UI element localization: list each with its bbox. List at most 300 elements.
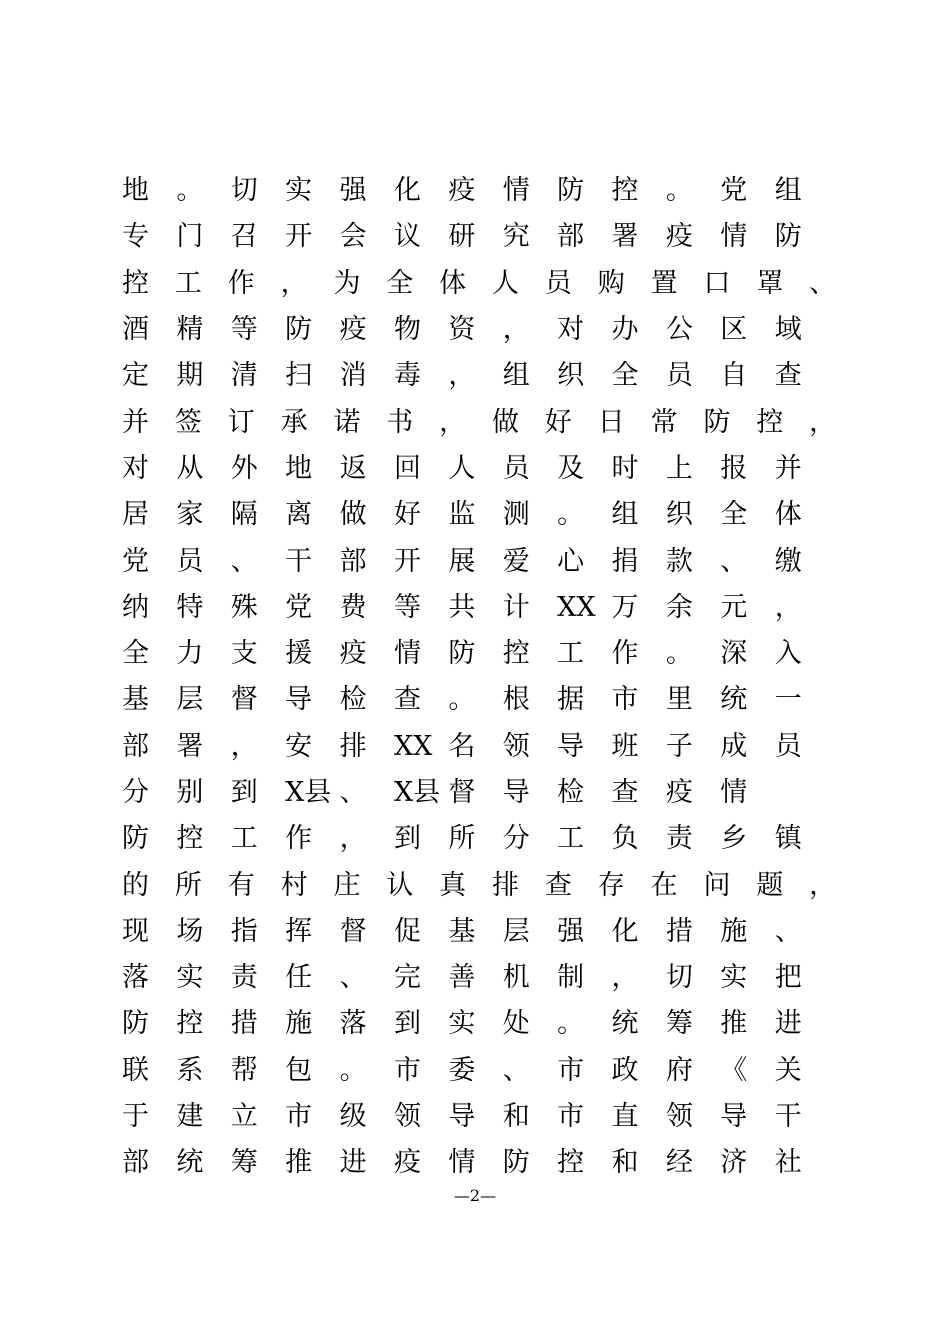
text-char: ， — [809, 869, 837, 901]
text-char: 购 — [597, 267, 625, 299]
text-char: 任 — [285, 962, 313, 994]
text-char: 善 — [448, 962, 476, 994]
text-char: 责 — [230, 962, 258, 994]
text-char: 深 — [720, 638, 748, 670]
text-char: 情 — [502, 175, 530, 207]
text-char: 援 — [285, 638, 313, 670]
text-char: 推 — [285, 1147, 313, 1179]
text-char: 层 — [176, 684, 204, 716]
text-char: 推 — [720, 1008, 748, 1040]
text-line — [122, 538, 862, 584]
text-line — [122, 770, 862, 816]
text-char: 市 — [611, 684, 639, 716]
text-char: 上 — [665, 452, 693, 484]
text-char: 人 — [448, 452, 476, 484]
text-char: 市 — [557, 1054, 585, 1086]
text-char: 日 — [597, 406, 625, 438]
text-char: 情 — [720, 777, 748, 808]
text-char: 控 — [756, 406, 784, 438]
text-char: 做 — [492, 406, 520, 438]
text-char: 并 — [122, 406, 149, 438]
text-char: 疫 — [393, 1147, 421, 1179]
text-char: 部 — [122, 1147, 149, 1179]
text-line — [122, 909, 862, 955]
text-char: 有 — [227, 869, 255, 901]
text-char: 防 — [285, 314, 313, 346]
text-char: 疫 — [339, 314, 367, 346]
text-char: 防 — [774, 221, 802, 253]
text-char: 殊 — [230, 591, 258, 623]
text-char: 情 — [448, 1147, 476, 1179]
text-char: 作 — [227, 267, 255, 299]
text-line — [122, 1140, 862, 1186]
text-char: 工 — [557, 638, 585, 670]
text-char: 置 — [650, 267, 678, 299]
text-char: 到 — [230, 777, 258, 808]
text-char: 好 — [393, 499, 421, 531]
text-char: 公 — [665, 314, 693, 346]
text-char: 作 — [611, 638, 639, 670]
text-char: 款 — [665, 545, 693, 577]
text-char: 乡 — [720, 823, 748, 855]
text-char: 返 — [339, 452, 367, 484]
text-char: 体 — [774, 499, 802, 531]
text-char: 自 — [720, 360, 748, 392]
text-char: 议 — [393, 221, 421, 253]
text-char: 化 — [393, 175, 421, 207]
text-char: ， — [230, 730, 258, 762]
text-char: 回 — [393, 452, 421, 484]
text-line — [122, 816, 862, 862]
text-char: 和 — [502, 1101, 530, 1133]
text-char: 费 — [339, 591, 367, 623]
text-char: 级 — [339, 1101, 367, 1133]
text-line — [122, 862, 862, 908]
text-char: 实 — [448, 1008, 476, 1040]
text-char: 支 — [230, 638, 258, 670]
text-char: 纳 — [122, 591, 149, 623]
text-char: 员 — [502, 452, 530, 484]
text-char: 工 — [230, 823, 258, 855]
text-char: 安 — [285, 730, 313, 762]
text-char: 强 — [557, 915, 585, 947]
text-char: 监 — [448, 499, 476, 531]
text-char: 经 — [665, 1147, 693, 1179]
text-char: 防 — [122, 823, 149, 855]
text-char: 把 — [774, 962, 802, 994]
text-char: 余 — [665, 591, 693, 623]
text-char: 及 — [557, 452, 585, 484]
text-char: 、 — [809, 267, 837, 299]
text-char: 署 — [176, 730, 204, 762]
text-char: 织 — [557, 360, 585, 392]
text-char: 。 — [665, 638, 693, 670]
text-char: 口 — [703, 267, 731, 299]
text-char: 干 — [285, 545, 313, 577]
text-char: 济 — [720, 1147, 748, 1179]
text-char: 督 — [339, 915, 367, 947]
text-char: 员 — [544, 267, 572, 299]
text-char: 为 — [333, 267, 361, 299]
text-char: 统 — [176, 1147, 204, 1179]
text-char: 捐 — [611, 545, 639, 577]
text-char: 毒 — [393, 360, 421, 392]
text-char: 入 — [774, 638, 802, 670]
text-char: 书 — [386, 406, 414, 438]
text-char: 施 — [285, 1008, 313, 1040]
text-char: 领 — [665, 1101, 693, 1133]
text-char: 党 — [122, 545, 149, 577]
text-char: 、 — [720, 545, 748, 577]
text-char: 物 — [393, 314, 421, 346]
text-char: 清 — [230, 360, 258, 392]
text-char: 完 — [393, 962, 421, 994]
text-char: 导 — [557, 730, 585, 762]
text-char: 。 — [665, 175, 693, 207]
text-line — [122, 399, 862, 445]
text-char: XX — [393, 730, 433, 762]
text-char: 防 — [557, 175, 585, 207]
text-char: 措 — [230, 1008, 258, 1040]
text-char: 员 — [774, 730, 802, 762]
text-char: 签 — [174, 406, 202, 438]
text-char: 作 — [285, 823, 313, 855]
text-char: 分 — [122, 777, 149, 808]
text-char: 召 — [230, 221, 258, 253]
text-char: 机 — [502, 962, 530, 994]
text-char: 办 — [611, 314, 639, 346]
text-char: 基 — [448, 915, 476, 947]
text-line — [122, 492, 862, 538]
text-char: 全 — [122, 638, 149, 670]
text-char: 领 — [393, 1101, 421, 1133]
text-char: 党 — [285, 591, 313, 623]
text-char: 隔 — [230, 499, 258, 531]
text-char: 力 — [176, 638, 204, 670]
text-char: 建 — [176, 1101, 204, 1133]
text-char: 研 — [448, 221, 476, 253]
text-char: 名 — [448, 730, 476, 762]
text-char: 立 — [230, 1101, 258, 1133]
text-char: 外 — [230, 452, 258, 484]
text-line — [122, 1001, 862, 1047]
text-char: 常 — [650, 406, 678, 438]
text-char: 并 — [774, 452, 802, 484]
text-char: 资 — [448, 314, 476, 346]
text-char: 责 — [665, 823, 693, 855]
text-char: 认 — [386, 869, 414, 901]
text-char: 排 — [492, 869, 520, 901]
text-char: 、 — [339, 962, 367, 994]
text-char: 元 — [720, 591, 748, 623]
text-char: 到 — [393, 823, 421, 855]
text-char: 市 — [557, 1101, 585, 1133]
text-char: 到 — [393, 1008, 421, 1040]
text-char: 实 — [720, 962, 748, 994]
text-char: 组 — [611, 499, 639, 531]
text-char: 促 — [393, 915, 421, 947]
text-char: 离 — [285, 499, 313, 531]
text-char: 署 — [611, 221, 639, 253]
text-char: 检 — [557, 777, 585, 808]
text-char: ， — [280, 267, 308, 299]
text-char: 查 — [393, 684, 421, 716]
text-char: 共 — [448, 591, 476, 623]
text-char: 地 — [122, 175, 149, 207]
text-char: 承 — [280, 406, 308, 438]
text-line — [122, 677, 862, 723]
text-line — [122, 168, 862, 214]
text-char: 缴 — [774, 545, 802, 577]
text-char: 里 — [665, 684, 693, 716]
text-char: 导 — [285, 684, 313, 716]
text-char: 真 — [439, 869, 467, 901]
text-char: 督 — [448, 777, 476, 808]
text-char: 领 — [502, 730, 530, 762]
text-char: 防 — [122, 1008, 149, 1040]
text-char: 酒 — [122, 314, 149, 346]
text-char: ， — [439, 406, 467, 438]
text-char: 进 — [339, 1147, 367, 1179]
text-char: 人 — [492, 267, 520, 299]
text-char: 筹 — [665, 1008, 693, 1040]
text-char: 查 — [544, 869, 572, 901]
text-char: 区 — [720, 314, 748, 346]
text-char: 包 — [285, 1054, 313, 1086]
text-char: 工 — [557, 823, 585, 855]
text-char: 精 — [176, 314, 204, 346]
text-char: 党 — [720, 175, 748, 207]
text-char: 导 — [502, 777, 530, 808]
text-char: 所 — [448, 823, 476, 855]
text-char: 订 — [227, 406, 255, 438]
text-char: 专 — [122, 221, 149, 253]
text-char: 组 — [502, 360, 530, 392]
text-char: 和 — [611, 1147, 639, 1179]
body-text — [122, 168, 862, 1187]
text-char: 部 — [339, 545, 367, 577]
text-char: 心 — [557, 545, 585, 577]
text-char: ， — [611, 962, 639, 994]
text-char: 检 — [339, 684, 367, 716]
page-number: —2— — [453, 1186, 497, 1205]
text-char: 、 — [339, 777, 367, 808]
text-char: 指 — [230, 915, 258, 947]
text-char: 期 — [176, 360, 204, 392]
text-char: 措 — [665, 915, 693, 947]
text-char: 地 — [285, 452, 313, 484]
text-char: 市 — [393, 1054, 421, 1086]
text-char: 罩 — [756, 267, 784, 299]
text-char: 。 — [176, 175, 204, 207]
text-char: 体 — [439, 267, 467, 299]
text-char: 筹 — [230, 1147, 258, 1179]
text-char: 从 — [176, 452, 204, 484]
text-char: 定 — [122, 360, 149, 392]
text-char: 控 — [557, 1147, 585, 1179]
text-char: 部 — [557, 221, 585, 253]
text-char: 一 — [774, 684, 802, 716]
text-char: 处 — [502, 1008, 530, 1040]
text-line — [122, 955, 862, 1001]
text-char: 扫 — [285, 360, 313, 392]
text-char: 统 — [720, 684, 748, 716]
text-char: XX — [557, 591, 596, 623]
text-char: 村 — [280, 869, 308, 901]
text-char: 分 — [502, 823, 530, 855]
text-char: 工 — [174, 267, 202, 299]
text-char: 等 — [393, 591, 421, 623]
text-char: 、 — [502, 1054, 530, 1086]
text-char: 市 — [285, 1101, 313, 1133]
text-char: 统 — [611, 1008, 639, 1040]
text-char: 镇 — [774, 823, 802, 855]
text-char: 诺 — [333, 406, 361, 438]
text-char: 。 — [557, 1008, 585, 1040]
text-char: 落 — [122, 962, 149, 994]
text-char: ， — [339, 823, 367, 855]
text-char: 政 — [611, 1054, 639, 1086]
text-char: 防 — [448, 638, 476, 670]
text-char: 班 — [611, 730, 639, 762]
text-char: 特 — [176, 591, 204, 623]
text-char: 会 — [339, 221, 367, 253]
text-char: 部 — [122, 730, 149, 762]
text-char: 强 — [339, 175, 367, 207]
text-char: 层 — [502, 915, 530, 947]
text-char: 切 — [665, 962, 693, 994]
text-char: 控 — [176, 1008, 204, 1040]
text-char: 的 — [122, 869, 149, 901]
text-char: 实 — [285, 175, 313, 207]
text-char: 排 — [339, 730, 367, 762]
text-char: 负 — [611, 823, 639, 855]
text-char: 域 — [774, 314, 802, 346]
text-char: 导 — [720, 1101, 748, 1133]
text-char: 督 — [230, 684, 258, 716]
text-char: 《 — [720, 1054, 748, 1086]
text-line — [122, 446, 862, 492]
text-char: ， — [448, 360, 476, 392]
text-char: 疫 — [448, 175, 476, 207]
text-char: 问 — [703, 869, 731, 901]
text-char: 存 — [597, 869, 625, 901]
text-char: 对 — [122, 452, 149, 484]
text-line — [122, 307, 862, 353]
text-char: 时 — [611, 452, 639, 484]
text-char: 府 — [665, 1054, 693, 1086]
text-char: 。 — [557, 499, 585, 531]
text-char: 对 — [557, 314, 585, 346]
text-char: 等 — [230, 314, 258, 346]
text-char: 消 — [339, 360, 367, 392]
text-char: 疫 — [339, 638, 367, 670]
text-char: 社 — [774, 1147, 802, 1179]
text-char: 组 — [774, 175, 802, 207]
text-char: 庄 — [333, 869, 361, 901]
text-char: 现 — [122, 915, 149, 947]
text-line — [122, 353, 862, 399]
text-char: 防 — [502, 1147, 530, 1179]
text-char: 干 — [774, 1101, 802, 1133]
text-char: 全 — [720, 499, 748, 531]
text-char: 落 — [339, 1008, 367, 1040]
text-char: 查 — [611, 777, 639, 808]
text-char: 好 — [544, 406, 572, 438]
text-char: 居 — [122, 499, 149, 531]
text-char: 挥 — [285, 915, 313, 947]
text-char: 开 — [393, 545, 421, 577]
text-char: 进 — [774, 1008, 802, 1040]
text-char: 展 — [448, 545, 476, 577]
text-line — [122, 1094, 862, 1140]
text-char: 开 — [285, 221, 313, 253]
text-char: 计 — [502, 591, 530, 623]
text-char: 防 — [703, 406, 731, 438]
text-char: 报 — [720, 452, 748, 484]
text-char: 据 — [557, 684, 585, 716]
text-char: 直 — [611, 1101, 639, 1133]
text-line — [122, 1048, 862, 1094]
text-char: 疫 — [665, 221, 693, 253]
text-line — [122, 631, 862, 677]
text-char: ， — [809, 406, 837, 438]
text-char: 施 — [720, 915, 748, 947]
text-char: 基 — [122, 684, 149, 716]
text-char: 员 — [176, 545, 204, 577]
text-char: 子 — [665, 730, 693, 762]
text-char: 制 — [557, 962, 585, 994]
text-line — [122, 724, 862, 770]
text-char: 、 — [230, 545, 258, 577]
text-char: ， — [774, 591, 802, 623]
text-char: 家 — [176, 499, 204, 531]
text-char: 于 — [122, 1101, 149, 1133]
text-char: 化 — [611, 915, 639, 947]
text-char: 究 — [502, 221, 530, 253]
text-char: 。 — [448, 684, 476, 716]
text-char: 控 — [176, 823, 204, 855]
text-char: 万 — [611, 591, 639, 623]
text-char: 测 — [502, 499, 530, 531]
text-char: 别 — [176, 777, 204, 808]
text-char: 切 — [230, 175, 258, 207]
text-char: 控 — [122, 267, 149, 299]
text-char: 场 — [176, 915, 204, 947]
text-char: 委 — [448, 1054, 476, 1086]
text-char: 全 — [611, 360, 639, 392]
text-char: 情 — [720, 221, 748, 253]
text-char: 查 — [774, 360, 802, 392]
text-char: 成 — [720, 730, 748, 762]
text-char: 、 — [774, 915, 802, 947]
text-char: 在 — [650, 869, 678, 901]
text-char: 员 — [665, 360, 693, 392]
text-char: 控 — [611, 175, 639, 207]
text-char: 爱 — [502, 545, 530, 577]
text-char: 情 — [393, 638, 421, 670]
text-char: 导 — [448, 1101, 476, 1133]
text-char: X县 — [285, 777, 332, 808]
text-char: 控 — [502, 638, 530, 670]
text-char: X县 — [393, 777, 441, 808]
text-char: 实 — [176, 962, 204, 994]
text-line — [122, 214, 862, 260]
text-char: 。 — [339, 1054, 367, 1086]
text-char: 根 — [502, 684, 530, 716]
text-char: 全 — [386, 267, 414, 299]
text-char: 做 — [339, 499, 367, 531]
